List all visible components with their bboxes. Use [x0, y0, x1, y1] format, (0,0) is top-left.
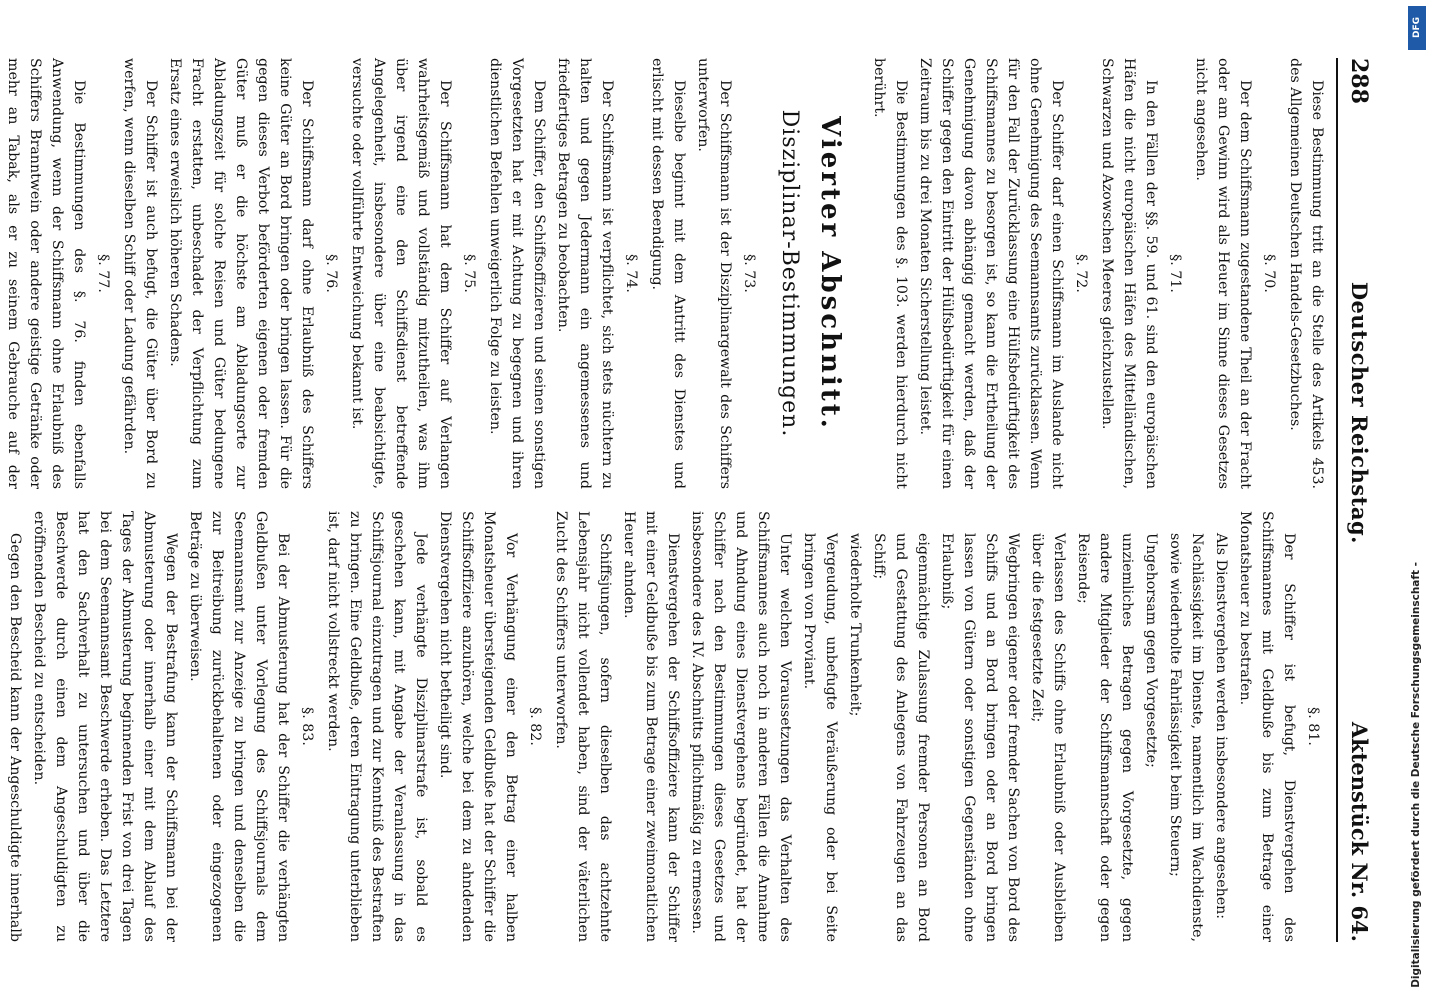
paragraph: Unter welchen Voraussetzungen das Verhalten des Schiffsmannes auch noch in anderen Fällen die Annahme und Ahndung eines Dienstvergehens begründet, hat der Schiffer nach den Bestimmungen dieses Gesetzes und insbesondere des IV. Abschnitts pflichtmäßig zu ermessen.	[688, 511, 793, 942]
paragraph: Der Schiffer darf einen Schiffsmann im Auslande nicht ohne Genehmigung des Seemannsamts zurücklassen. Wenn für den Fall der Zurücklassung eine Hülfsbedürftigkeit des Schiffsmannes zu besorgen ist, so kann die Ertheilung der Genehmigung davon abhängig gemacht werden, daß der Schiffer gegen den Eintritt der Hülfsbedürftigkeit für einen Zeitraum bis zu drei Monaten Sicherstellung leistet.	[916, 58, 1065, 489]
chapter-subtitle: Disziplinar-Bestimmungen.	[776, 109, 802, 438]
section-heading: §. 76.	[322, 254, 339, 293]
paragraph: Schiffsjungen, sofern dieselben das achtzehnte Lebensjahr nicht vollendet haben, sind der väterlichen Zucht des Schiffers unterworfen.	[552, 511, 613, 942]
list-item: Ungehorsam gegen Vorgesetzte;	[1142, 533, 1159, 768]
list-item: Vergeudung, unbefugte Veräußerung oder bei Seite bringen von Proviant.	[800, 533, 839, 942]
paragraph: Der Schiffsmann hat dem Schiffer auf Verlangen wahrheitsgemäß und vollständig mitzutheilen, was ihm über irgend eine den Schiffsdienst betreffende Angelegenheit, insbesondere über eine beabsichtigte, versuchte oder vollführte Entweichung bekannt ist.	[348, 58, 453, 489]
section-heading: §. 74.	[622, 254, 639, 293]
paragraph: Dienstvergehen der Schiffsoffiziere kann der Schiffer mit einer Geldbuße bis zum Betrage einer zweimonatlichen Heuer ahnden.	[620, 511, 681, 942]
paragraph: In den Fällen der §§. 59. und 61. sind den europäischen Häfen die nicht europäischen Häfen des Mittelländischen, Schwarzen und Azowschen Meeres gleichzustellen.	[1098, 58, 1159, 489]
running-title-right: Aktenstück Nr. 64.	[1347, 721, 1372, 942]
page-number: 288	[1346, 58, 1372, 104]
paragraph: Wegen der Bestrafung kann der Schiffsmann bei der Abmusterung oder innerhalb einer mit dem Ablauf des Tages der Abmusterung beginnenden Frist von drei Tagen bei dem Seemannsamt Beschwerde erheben. Das Letztere hat den Sachverhalt zu untersuchen und über die Beschwerde durch einen dem Angeschuldigten zu eröffnenden Bescheid zu entscheiden.	[30, 511, 179, 942]
section-heading: §. 75.	[460, 254, 477, 293]
paragraph: Der dem Schiffsmann zugestandene Theil an der Fracht oder am Gewinn wird als Heuer im Sinne dieses Gesetzes nicht angesehen.	[1192, 58, 1253, 489]
column-left	[4, 58, 1328, 489]
section-heading: §. 77.	[94, 254, 111, 293]
list-item: Nachlässigkeit im Dienste, namentlich im Wachdienste, sowie wiederholte Fahrlässigkeit beim Steuern;	[1166, 533, 1205, 942]
paragraph: Vor Verhängung einer den Betrag einer halben Monatsheuer übersteigenden Geldbuße hat der Schiffer die Schiffsoffiziere anzuhören, welche bei dem zu ahndenden Dienstvergehen nicht betheiligt sind.	[436, 511, 519, 942]
list-item: unziemliches Betragen gegen Vorgesetzte, gegen andere Mitglieder der Schiffsmannschaft oder gegen Reisende;	[1074, 533, 1135, 942]
list-item: Verlassen des Schiffs ohne Erlaubniß oder Ausbleiben über die festgesetzte Zeit;	[1028, 533, 1067, 942]
paragraph: Diese Bestimmung tritt an die Stelle des Artikels 453. des Allgemeinen Deutschen Handels-Gesetzbuches.	[1286, 58, 1325, 489]
section-heading: §. 83.	[298, 707, 315, 746]
dfg-logo	[1408, 6, 1426, 50]
section-heading: §. 70.	[1260, 254, 1277, 293]
column-right	[6, 511, 1328, 942]
paragraph: Bei der Abmusterung hat der Schiffer die verhängten Geldbußen unter Vorlegung des Schiffsjournals dem Seemannsamt zur Anzeige zu bringen und denselben die zur Beitreibung zurückbehaltenen oder eingezogenen Beträge zu überweisen.	[186, 511, 291, 942]
paragraph: Der Schiffer ist befugt, Dienstvergehen des Schiffsmannes mit Geldbuße bis zum Betrage einer Monatsheuer zu bestrafen.	[1236, 511, 1297, 942]
list-item: Wegbringen eigener oder fremder Sachen von Bord des Schiffs und an Bord bringen oder an Bord bringen lassen von Gütern oder sonstigen Gegenständen ohne Erlaubniß;	[938, 533, 1021, 942]
chapter-title: Vierter Abschnitt.	[814, 116, 845, 431]
paragraph: Gegen den Bescheid kann der Angeschuldigte innerhalb	[6, 533, 23, 942]
list-item: wiederholte Trunkenheit;	[846, 533, 863, 717]
digitization-strip	[1400, 0, 1432, 1000]
digitization-note: Digitalisierung gefördert durch die Deutsche Forschungsgemeinschaft -	[1410, 562, 1422, 988]
paragraph: Als Dienstvergehen werden insbesondere angesehen:	[1212, 533, 1229, 920]
paragraph: Der Schiffer ist auch befugt, die Güter über Bord zu werfen, wenn dieselben Schiff oder Ladung gefährden.	[120, 58, 159, 489]
paragraph: Die Bestimmungen des §. 76. finden ebenfalls Anwendung, wenn der Schiffsmann ohne Erlaubniß des Schiffers Branntwein oder andere geistige Getränke oder mehr an Tabak, als er zu seinem Gebrauche auf der	[4, 58, 87, 489]
paragraph: Dem Schiffer, den Schiffsoffizieren und seinen sonstigen Vorgesetzten hat er mit Achtung zu begegnen und ihren dienstlichen Befehlen unweigerlich Folge zu leisten.	[486, 58, 547, 489]
paragraph: Der Schiffsmann ist verpflichtet, sich stets nüchtern zu halten und gegen Jedermann ein angemessenes und friedfertiges Betragen zu beobachten.	[554, 58, 615, 489]
running-title-left: Deutscher Reichstag.	[1347, 281, 1372, 544]
paragraph: Dieselbe beginnt mit dem Antritt des Dienstes und erlischt mit dessen Beendigung.	[648, 58, 687, 489]
paragraph: Der Schiffsmann ist der Disziplinargewalt des Schiffers unterworfen.	[694, 58, 733, 489]
section-heading: §. 82.	[526, 707, 543, 746]
dfg-logo-text: DFG	[1412, 17, 1422, 39]
section-heading: §. 81.	[1304, 707, 1321, 746]
section-heading: §. 71.	[1166, 254, 1183, 293]
section-heading: §. 73.	[740, 254, 757, 293]
list-item: eigenmächtige Zulassung fremder Personen an Bord und Gestattung des Anlegens von Fahrzeugen an das Schiff;	[870, 533, 931, 942]
paragraph: Die Bestimmungen des §. 103. werden hierdurch nicht berührt.	[870, 58, 909, 489]
paragraph: Der Schiffsmann darf ohne Erlaubniß des Schiffers keine Güter an Bord bringen oder bringen lassen. Für die gegen dieses Verbot beförderten eigenen oder fremden Güter muß er die höchste am Abladungsorte zur Abladungszeit für solche Reisen und Güter bedungene Fracht erstatten, unbeschadet der Verpflichtung zum Ersatz eines erweislich höheren Schadens.	[166, 58, 315, 489]
section-heading: §. 72.	[1072, 254, 1089, 293]
page-header	[1336, 58, 1376, 942]
text-columns	[4, 58, 1328, 942]
paragraph: Jede verhängte Disziplinarstrafe ist, sobald es geschehen kann, mit Angabe der Veranlassung in das Schiffsjournal einzutragen und zur Kenntniß des Bestraften zu bringen. Eine Geldbuße, deren Eintragung unterblieben ist, darf nicht vollstreckt werden.	[324, 511, 429, 942]
